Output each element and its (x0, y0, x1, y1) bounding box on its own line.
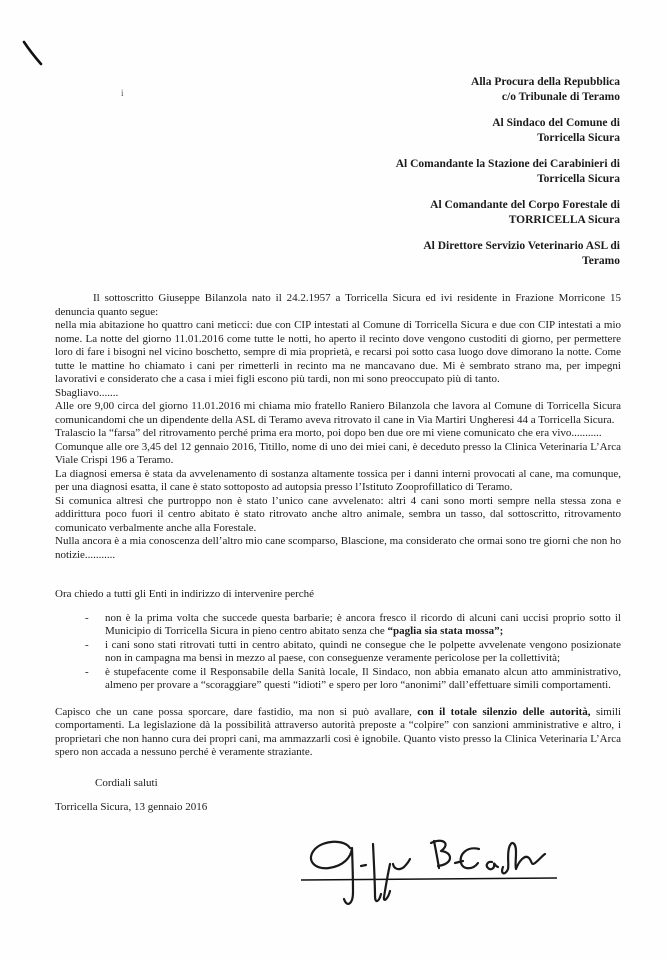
capisco-pre: Capisco che un cane possa sporcare, dare fastidio, ma non si può avallare, (55, 705, 418, 718)
paragraph-sbagliavo: Sbagliavo....... (55, 386, 119, 399)
recipient-line: Al Sindaco del Comune di (492, 117, 620, 129)
paragraph-intro: Il sottoscritto Giuseppe Bilanzola nato il 24.2.1957 a Torricella Sicura ed ivi residente in Frazione Morricone 15 denuncia quanto segue: (55, 292, 621, 318)
paragraph-capisco (55, 706, 621, 760)
bullet-dash: - (85, 611, 89, 624)
recipient-procura (200, 75, 620, 104)
bullet-dash: - (85, 638, 89, 651)
recipient-forestale (200, 198, 620, 227)
paragraph-titillo: Comunque alle ore 3,45 del 12 gennaio 2016, Titillo, nome di uno dei miei cani, è deceduto presso la Clinica Veterinaria L’Arca Viale Crispi 196 a Teramo. (55, 440, 621, 466)
place-date-line: Torricella Sicura, 13 gennaio 2016 (55, 801, 208, 813)
recipients-block (200, 75, 620, 280)
bullet-list (55, 612, 621, 693)
bullet1-bold: “paglia sia stata mossa”; (387, 625, 504, 637)
bullet1-text (105, 612, 621, 639)
paragraph-altri-cani: Si comunica altresì che purtroppo non è stato l’unico cane avvelenato: altri 4 cani sono morti sempre nella stessa zona e addirittura poco fuori il centro abitato è stato ritrovato anche altro animale, sembra un tasso, dal sottoscritto, ritrovamento comunicato verbalmente anche alla Forestale. (55, 494, 621, 534)
recipient-line: Al Comandante la Stazione dei Carabinieri di (395, 158, 620, 170)
closing-salutation: Cordiali saluti (95, 776, 158, 789)
paragraph-dogs: nella mia abitazione ho quattro cani meticci: due con CIP intestati al Comune di Torricella Sicura e due con CIP intestati a mio nome. La notte del giorno 11.01.2016 come tutte le notti, ho aperto il recinto dove vengono custoditi di giorno, per permettere loro di fare i bisogni nel vicino boschetto, sempre di mia proprietà, e recarsi poi sotto casa luogo dove dimorano la notte. Come tutte le mattine ho chiamato i cani per rimetterli in recinto ma ne mancavano due. Mi è sembrato strano ma, per impegni lavorativi e considerato che a casa i miei figli escono più tardi, non mi sono preoccupato più di tanto. (55, 319, 621, 385)
recipient-line: Al Comandante del Corpo Forestale di (430, 199, 620, 211)
recipient-veterinario (200, 239, 620, 268)
bullet-dash: - (85, 665, 89, 678)
paragraph-diagnosi: La diagnosi emersa è stata da avvelenamento di sostanza altamente tossica per i danni interni provocati al cane, ma comunque, per una diagnosi esatta, il cane è stato sottoposto ad autopsia presso l’Istituto Zooprofillatico di Teramo. (55, 467, 621, 493)
letter-body (55, 292, 621, 815)
recipient-line: TORRICELLA Sicura (508, 213, 620, 226)
list-item (55, 639, 621, 666)
recipient-line: c/o Tribunale di Teramo (501, 90, 620, 103)
list-item (55, 612, 621, 639)
signature-underline (301, 878, 557, 880)
request-intro: Ora chiedo a tutti gli Enti in indirizzo di intervenire perché (55, 588, 315, 600)
recipient-line: Torricella Sicura (537, 131, 620, 144)
recipient-carabinieri (200, 157, 620, 186)
list-item (55, 666, 621, 693)
recipient-line: Alla Procura della Repubblica (471, 76, 620, 88)
bullet1-pre: non è la prima volta che succede questa barbarie; è ancora fresco il ricordo di alcuni cani uccisi proprio sotto il Municipio di Torricella Sicura in pieno centro abitato senza che (105, 611, 621, 637)
recipient-line: Al Direttore Servizio Veterinario ASL di (423, 240, 620, 252)
recipient-sindaco (200, 116, 620, 145)
recipient-line: Teramo (582, 254, 620, 267)
bullet3-text: è stupefacente come il Responsabile della Sanità locale, Il Sindaco, non abbia emanato alcun atto amministrativo, almeno per provare a “scoraggiare” questi “idioti” e spero per loro “anonimi” dall’effettuare simili comportamenti. (105, 665, 621, 691)
bullet2-text: i cani sono stati ritrovati tutti in centro abitato, quindi ne consegue che le polpette avvelenate vengono posizionate non in campagna ma bensì in mezzo al paese, con conseguenze veramente pericolose per la collettività; (105, 638, 621, 664)
pen-stroke-mark (22, 40, 46, 68)
paragraph-farsa: Tralascio la “farsa” del ritrovamento perché prima era morto, poi dopo ben due ore mi viene comunicato che era vivo........... (55, 427, 602, 439)
recipient-line: Torricella Sicura (537, 172, 620, 185)
capisco-post: simili comportamenti. La legislazione dà la possibilità attraverso autorità preposte a “colpire” con sanzioni amministrative e altro, i proprietari che non hanno cura dei propri cani, ma ammazzarli così è ignobile. Quanto visto presso la Clinica Veterinaria L’Arca spero non accada a nessuno perché è veramente straziante. (55, 705, 622, 758)
stray-ink-mark: i (121, 88, 124, 98)
capisco-bold: con il totale silenzio delle autorità, (417, 705, 591, 718)
handwritten-signature (295, 836, 565, 936)
paragraph-phone-call: Alle ore 9,00 circa del giorno 11.01.2016 mi chiama mio fratello Raniero Bilanzola che lavora al Comune di Torricella Sicura comunicandomi che un dipendente della ASL di Teramo aveva ritrovato il cane in Via Martiri Ungheresi 44 a Torricella Sicura. (55, 400, 621, 426)
paragraph-blascione: Nulla ancora è a mia conoscenza dell’altro mio cane scomparso, Blascione, ma considerato che ormai sono tre giorni che non ho notizie........... (55, 535, 621, 561)
